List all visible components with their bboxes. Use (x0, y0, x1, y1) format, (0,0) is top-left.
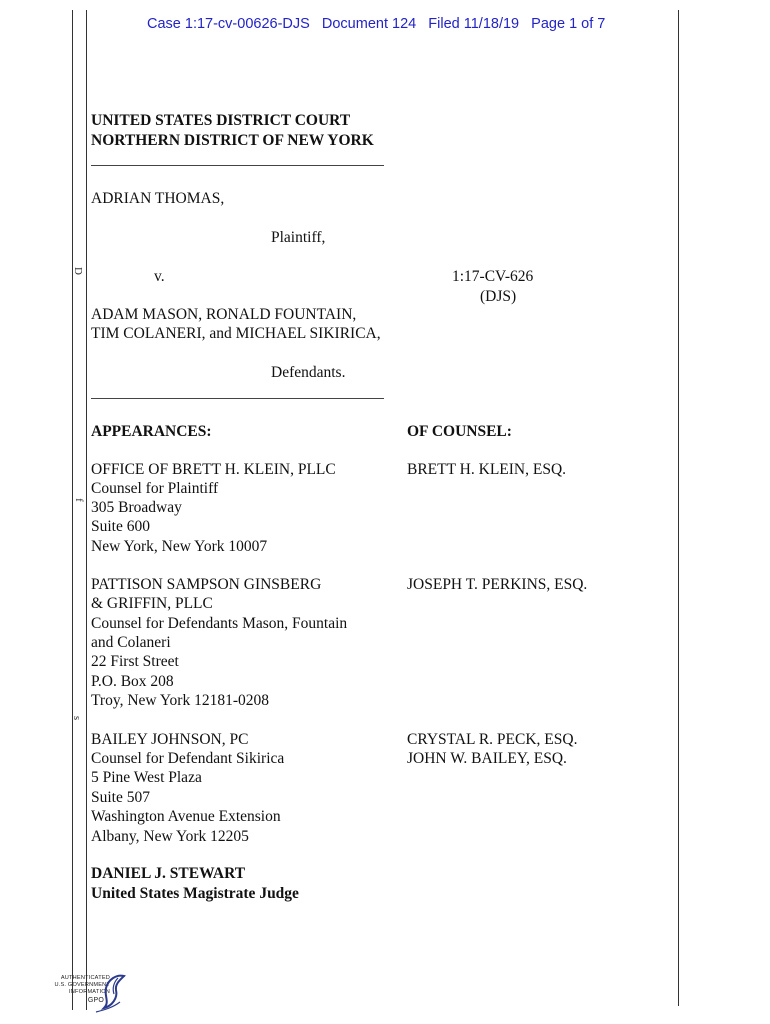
judge-code: (DJS) (480, 288, 517, 305)
firm-1-line: New York, New York 10007 (91, 538, 268, 555)
gpo-logo-line: INFORMATION (69, 989, 110, 995)
firm-3-counsel: JOHN W. BAILEY, ESQ. (407, 750, 567, 767)
case-number: 1:17-CV-626 (452, 268, 534, 285)
firm-3-line: Washington Avenue Extension (91, 808, 281, 825)
margin-mark: D (71, 267, 84, 275)
margin-line-inner (86, 10, 87, 1010)
defendants-line-2: TIM COLANERI, and MICHAEL SIKIRICA, (91, 325, 381, 342)
court-name: UNITED STATES DISTRICT COURT (91, 112, 351, 129)
firm-1-counsel: BRETT H. KLEIN, ESQ. (407, 461, 567, 478)
of-counsel-heading: OF COUNSEL: (407, 423, 512, 440)
firm-2-line: & GRIFFIN, PLLC (91, 595, 213, 612)
firm-3-line: Suite 507 (91, 789, 150, 806)
firm-2-counsel: JOSEPH T. PERKINS, ESQ. (407, 576, 588, 593)
appearances-heading: APPEARANCES: (91, 423, 212, 440)
firm-2-line: Troy, New York 12181-0208 (91, 692, 269, 709)
plaintiff-name: ADRIAN THOMAS, (91, 190, 225, 207)
gpo-logo-line: GPO (87, 997, 104, 1004)
judge-name: DANIEL J. STEWART (91, 865, 246, 882)
margin-mark: f (72, 498, 85, 502)
firm-1-line: Suite 600 (91, 518, 150, 535)
firm-3-counsel: CRYSTAL R. PECK, ESQ. (407, 731, 578, 748)
firm-1-line: 305 Broadway (91, 499, 182, 516)
caption-rule-bottom (91, 398, 384, 399)
firm-2-line: Counsel for Defendants Mason, Fountain (91, 615, 348, 632)
firm-2-line: PATTISON SAMPSON GINSBERG (91, 576, 322, 593)
firm-3-line: 5 Pine West Plaza (91, 769, 202, 786)
plaintiff-label: Plaintiff, (271, 229, 326, 246)
caption-rule-top (91, 165, 384, 166)
gpo-authenticated-logo (44, 972, 134, 1016)
firm-2-line: P.O. Box 208 (91, 673, 174, 690)
judge-title: United States Magistrate Judge (91, 885, 299, 902)
court-district: NORTHERN DISTRICT OF NEW YORK (91, 132, 374, 149)
margin-line-right (678, 10, 679, 1006)
defendants-line-1: ADAM MASON, RONALD FOUNTAIN, (91, 306, 357, 323)
firm-1-line: Counsel for Plaintiff (91, 480, 219, 497)
margin-line-outer (72, 10, 73, 1010)
margin-mark: s (71, 715, 84, 721)
gpo-logo-line: U.S. GOVERNMENT (54, 982, 110, 988)
firm-3-line: BAILEY JOHNSON, PC (91, 731, 249, 748)
firm-2-line: 22 First Street (91, 653, 179, 670)
firm-3-line: Counsel for Defendant Sikirica (91, 750, 285, 767)
firm-3-line: Albany, New York 12205 (91, 828, 249, 845)
firm-2-line: and Colaneri (91, 634, 171, 651)
firm-1-line: OFFICE OF BRETT H. KLEIN, PLLC (91, 461, 336, 478)
ecf-header: Case 1:17-cv-00626-DJS Document 124 Filed 11/18/19 Page 1 of 7 (147, 16, 606, 32)
defendants-label: Defendants. (271, 364, 346, 381)
gpo-logo-line: AUTHENTICATED (60, 975, 110, 981)
eagle-icon (90, 972, 130, 1016)
versus: v. (154, 268, 165, 285)
